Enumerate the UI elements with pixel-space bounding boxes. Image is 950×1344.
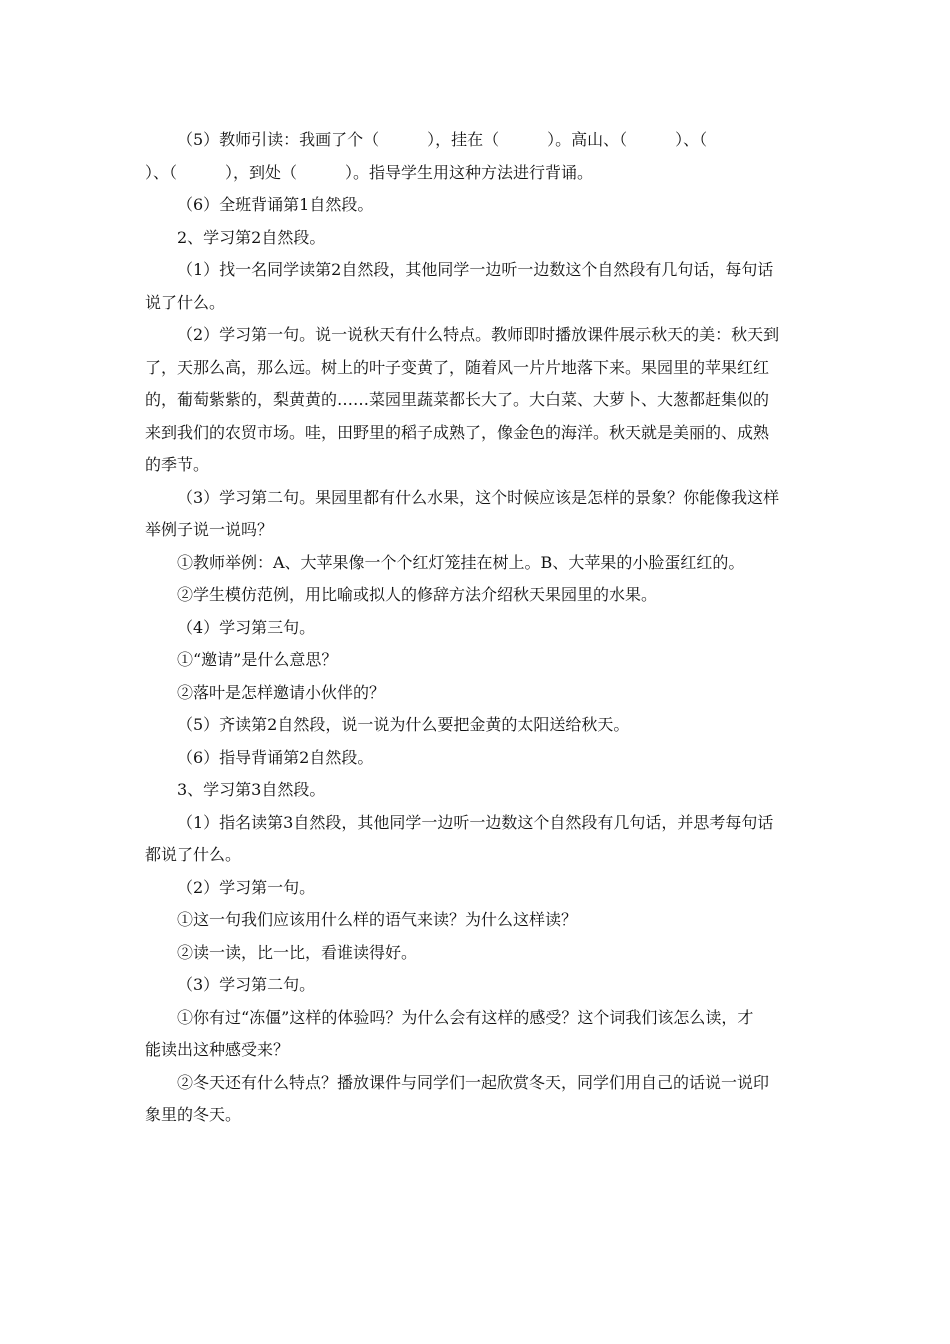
text-line: 能读出这种感受来？ [145, 1040, 290, 1059]
text-line: ①“邀请”是什么意思？ [177, 650, 338, 669]
text-line: （1）找一名同学读第2自然段，其他同学一边听一边数这个自然段有几句话，每句话 [177, 260, 774, 279]
text-line: ②落叶是怎样邀请小伙伴的？ [177, 682, 386, 702]
section-heading: 2、学习第2自然段。 [177, 227, 326, 247]
text-line: ①你有过“冻僵”这样的体验吗？为什么会有这样的感受？这个词我们该怎么读，才 [177, 1007, 754, 1027]
text-line: 的季节。 [145, 455, 210, 474]
text-line: 举例子说一说吗？ [145, 520, 274, 539]
text-line: （1）指名读第3自然段，其他同学一边听一边数这个自然段有几句话，并思考每句话 [177, 812, 774, 832]
text-line: ②冬天还有什么特点？播放课件与同学们一起欣赏冬天，同学们用自己的话说一说印 [177, 1072, 770, 1092]
text-line: 都说了什么。 [145, 845, 242, 864]
text-line: （3）学习第二句。 [177, 975, 316, 994]
text-line: （6）指导背诵第2自然段。 [177, 747, 374, 767]
text-line: 象里的冬天。 [145, 1105, 242, 1124]
text-line: ②读一读，比一比，看谁读得好。 [177, 942, 418, 962]
text-line: （5）齐读第2自然段，说一说为什么要把金黄的太阳送给秋天。 [177, 715, 630, 734]
text-line: （2）学习第一句。说一说秋天有什么特点。教师即时播放课件展示秋天的美：秋天到 [177, 325, 780, 344]
text-line: 来到我们的农贸市场。哇，田野里的稻子成熟了，像金色的海洋。秋天就是美丽的、成熟 [145, 422, 770, 442]
text-line: ②学生模仿范例，用比喻或拟人的修辞方法介绍秋天果园里的水果。 [177, 585, 658, 604]
text-line: ①教师举例：A、大苹果像一个个红灯笼挂在树上。B、大苹果的小脸蛋红红的。 [177, 552, 745, 572]
text-line: （4）学习第三句。 [177, 617, 316, 637]
text-line: 的，葡萄紫紫的，梨黄黄的……菜园里蔬菜都长大了。大白菜、大萝卜、大葱都赶集似的 [145, 390, 770, 409]
text-line: ①这一句我们应该用什么样的语气来读？为什么这样读？ [177, 910, 578, 929]
text-line: ）、（ ），到处（ ）。指导学生用这种方法进行背诵。 [145, 162, 594, 182]
text-line: （3）学习第二句。果园里都有什么水果，这个时候应该是怎样的景象？你能像我这样 [177, 487, 780, 507]
section-heading: 3、学习第3自然段。 [177, 780, 326, 799]
text-line: （6）全班背诵第1自然段。 [177, 195, 374, 214]
text-line: 说了什么。 [145, 292, 226, 312]
text-line: （5）教师引读：我画了个（ ），挂在（ ）。高山、（ ）、（ [177, 130, 708, 149]
document-body [145, 124, 810, 1132]
text-line: （2）学习第一句。 [177, 877, 316, 897]
text-line: 了，天那么高，那么远。树上的叶子变黄了，随着风一片片地落下来。果园里的苹果红红 [145, 357, 770, 377]
